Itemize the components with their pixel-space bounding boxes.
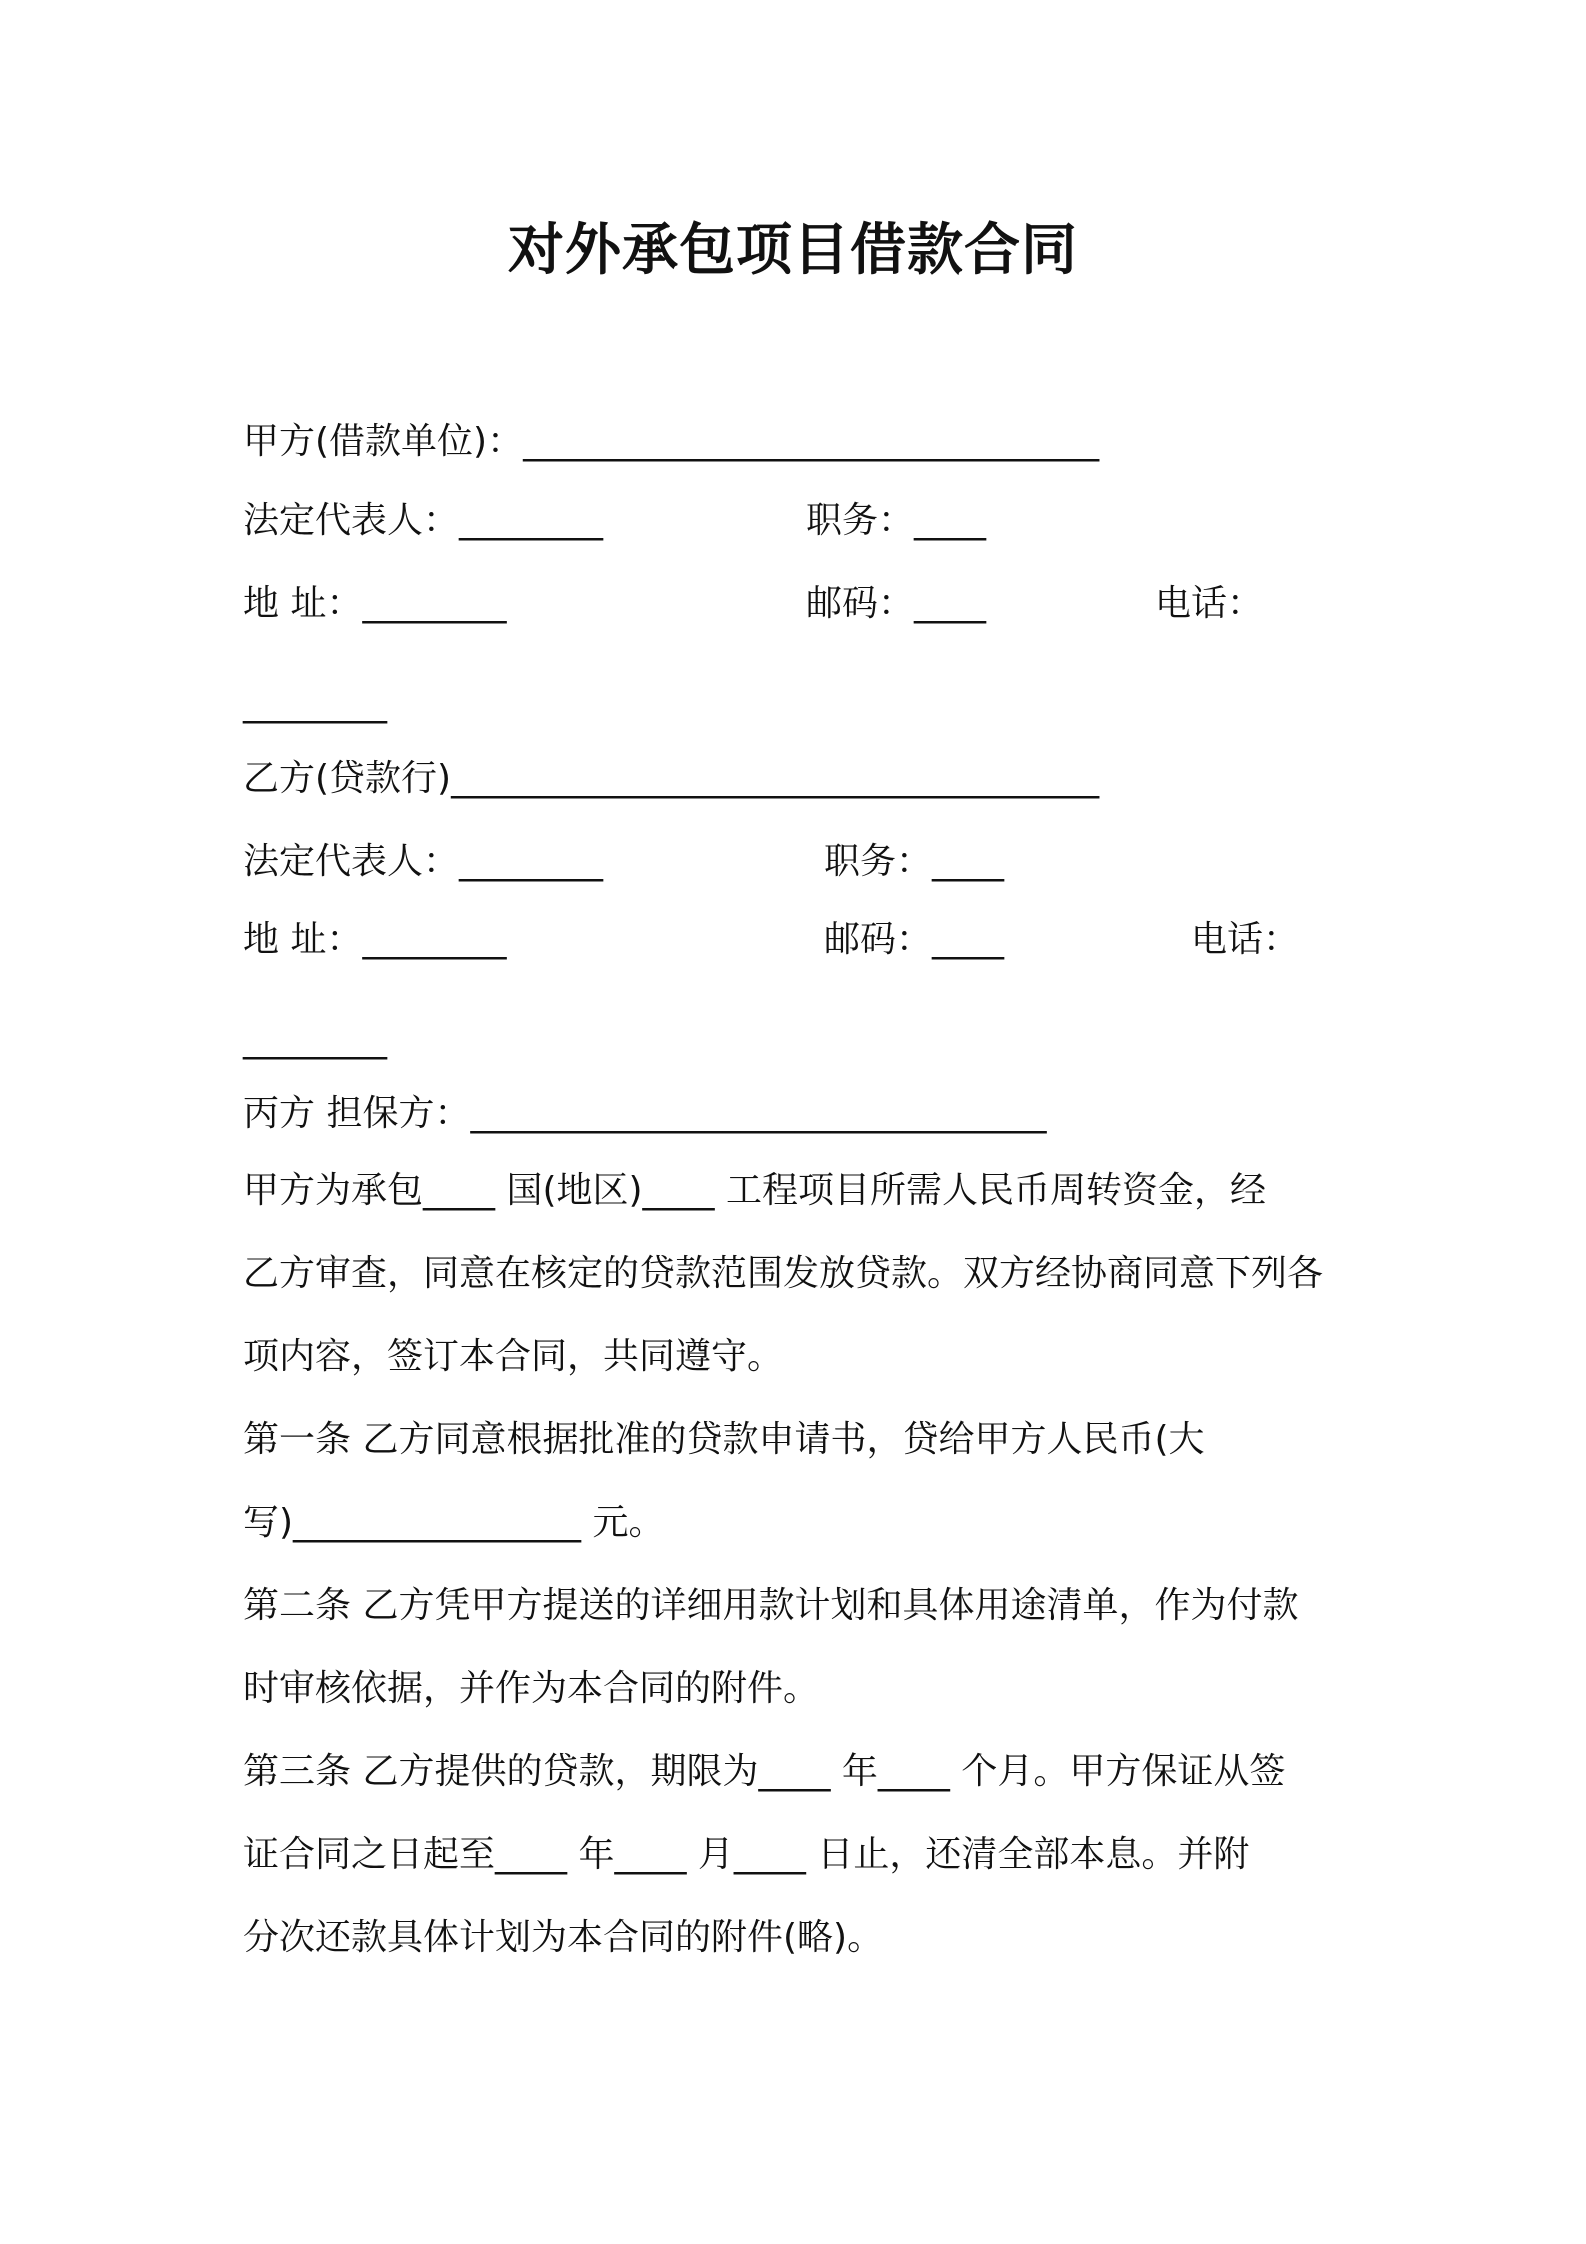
- party-a-phone: 电话：: [1155, 583, 1264, 624]
- party-b-rep: 法定代表人：________: [243, 841, 604, 882]
- party-a-phone-blank: ________: [243, 683, 387, 724]
- party-b-position: 职务：____: [824, 841, 1005, 882]
- party-b-name-line: 乙方(贷款行)____________________________________: [243, 758, 1100, 799]
- document-title: 对外承包项目借款合同: [508, 218, 1078, 283]
- article-1-line: 第一条 乙方同意根据批准的贷款申请书，贷给甲方人民币(大: [243, 1419, 1205, 1460]
- article-1-line: 写)________________ 元。: [243, 1502, 665, 1543]
- article-3-line: 第三条 乙方提供的贷款，期限为____ 年____ 个月。甲方保证从签: [243, 1751, 1286, 1792]
- article-2-line: 第二条 乙方凭甲方提送的详细用款计划和具体用途清单，作为付款: [243, 1585, 1299, 1626]
- party-a-postcode: 邮码：____: [806, 583, 987, 624]
- paragraph-line: 甲方为承包____ 国(地区)____ 工程项目所需人民币周转资金，经: [243, 1170, 1266, 1211]
- party-b-phone: 电话：: [1191, 919, 1300, 960]
- party-b-phone-blank: ________: [243, 1019, 387, 1060]
- party-c-name-line: 丙方 担保方：________________________________: [243, 1093, 1047, 1134]
- paragraph-line: 乙方审查，同意在核定的贷款范围发放贷款。双方经协商同意下列各: [243, 1253, 1324, 1294]
- article-2-line: 时审核依据，并作为本合同的附件。: [243, 1668, 820, 1709]
- party-b-address: 地 址：________: [243, 919, 507, 960]
- paragraph-line: 项内容，签订本合同，共同遵守。: [243, 1336, 784, 1377]
- party-a-rep: 法定代表人：________: [243, 500, 604, 541]
- party-b-postcode: 邮码：____: [824, 919, 1005, 960]
- party-a-name-line: 甲方(借款单位)：________________________________: [243, 421, 1100, 462]
- party-a-position: 职务：____: [806, 500, 987, 541]
- article-3-line: 证合同之日起至____ 年____ 月____ 日止，还清全部本息。并附: [243, 1834, 1250, 1875]
- party-a-address: 地 址：________: [243, 583, 507, 624]
- article-3-line: 分次还款具体计划为本合同的附件(略)。: [243, 1917, 884, 1958]
